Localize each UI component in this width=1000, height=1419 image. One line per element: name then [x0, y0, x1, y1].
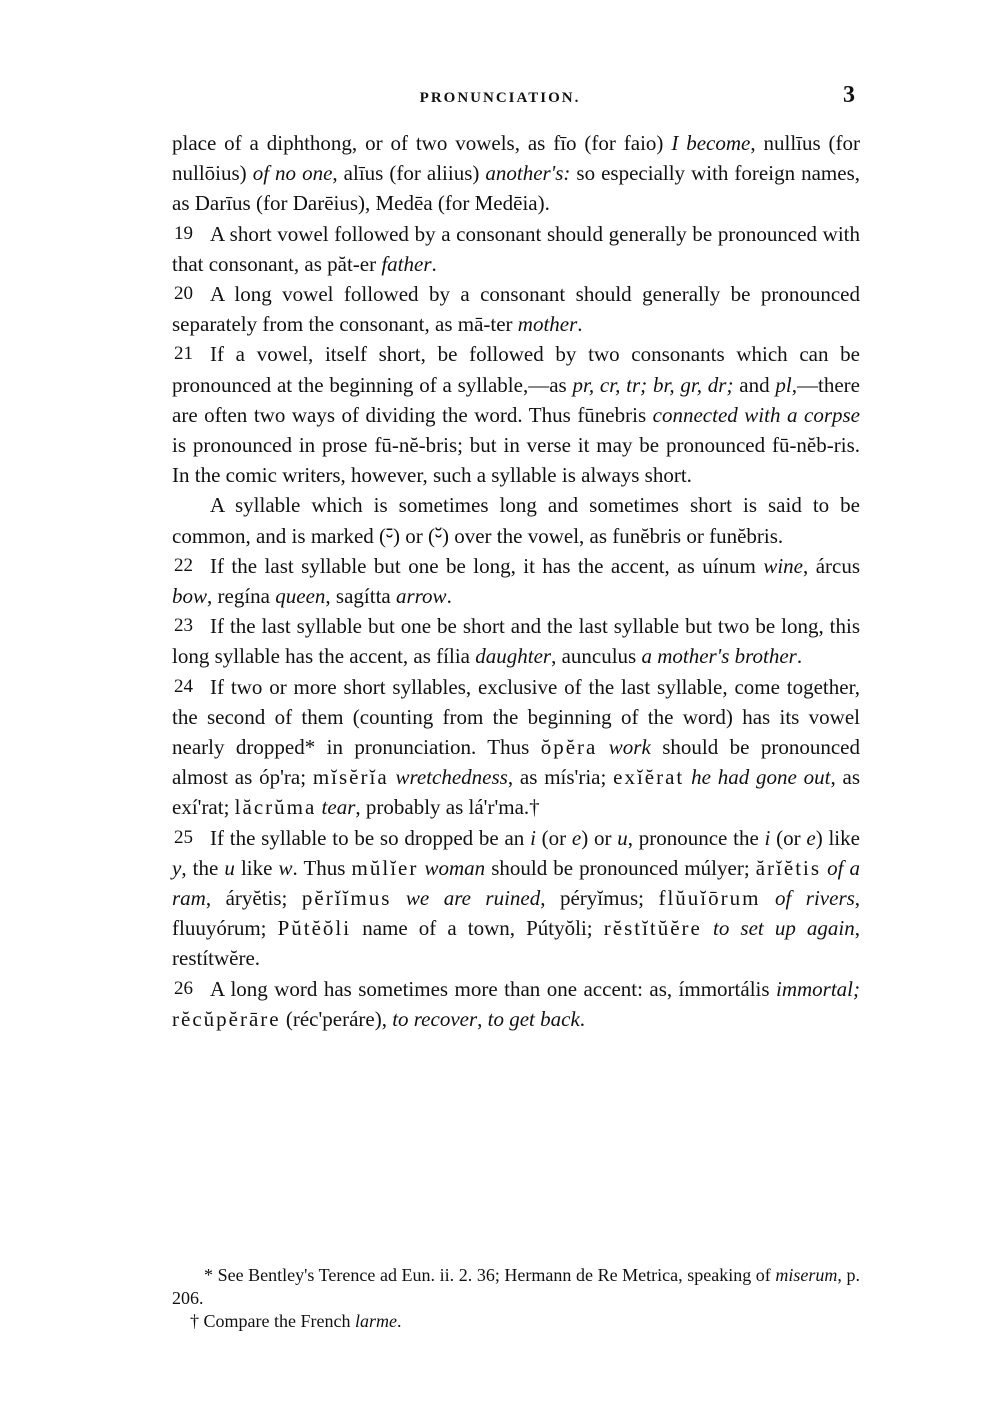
footnotes: [172, 1264, 860, 1333]
paragraph-25: 25 If the syllable to be so dropped be an i (or e) or u, pronounce the i (or e) like y, the u like w. Thus mŭlĭer woman should be pronounced múlyer; ărĭĕtis of a ram, áryĕtis; pĕrĭĭmus we are ruined, péryĭmus; flŭuĭōrum of rivers, fluuyórum; Pŭtĕŏli name of a town, Pútyŏli; rĕstĭtŭĕre to set up again, restítwĕre.: [172, 823, 860, 974]
main-text: [172, 128, 860, 1034]
footnote-star: * See Bentley's Terence ad Eun. ii. 2. 36; Hermann de Re Metrica, speaking of miserum, p. 206.: [172, 1265, 861, 1308]
paragraph-20: 20 A long vowel followed by a consonant should generally be pronounced separately from the consonant, as mā-ter mother.: [172, 279, 860, 339]
paragraph-number: 19: [174, 222, 193, 244]
paragraph-number: 20: [174, 283, 193, 305]
paragraph-common-syllable: A syllable which is sometimes long and sometimes short is said to be common, and is marked (⏑̄) or (⏑̆) over the vowel, as funĕbris or funĕbris.: [172, 493, 860, 548]
paragraph-23: 23 If the last syllable but one be short and the last syllable but two be long, this long syllable has the accent, as fília daughter, aunculus a mother's brother.: [172, 611, 860, 671]
paragraph-number: 24: [174, 675, 193, 697]
paragraph-number: 22: [174, 554, 193, 576]
paragraph-number: 26: [174, 977, 193, 999]
page-header: [0, 82, 1000, 112]
paragraph-number: 23: [174, 615, 193, 637]
running-title: PRONUNCIATION.: [419, 90, 581, 106]
paragraph-22: 22 If the last syllable but one be long, it has the accent, as uínum wine, árcus bow, regína queen, sagítta arrow.: [172, 551, 860, 611]
paragraph-number: 25: [174, 826, 193, 848]
paragraph-26: 26 A long word has sometimes more than one accent: as, ímmortális immortal; rĕcŭpĕrāre (réc'peráre), to recover, to get back.: [172, 974, 860, 1034]
paragraph-number: 21: [174, 343, 193, 365]
paragraph-19: 19 A short vowel followed by a consonant should generally be pronounced with that consonant, as păt-er father.: [172, 219, 860, 279]
paragraph-continuation: place of a diphthong, or of two vowels, as fīo (for faio) I become, nullīus (for nullōius) of no one, alīus (for aliius) another's: so especially with foreign names, as Darīus (for Darēius), Medēa (for Medēia).: [172, 131, 861, 216]
paragraph-21: 21 If a vowel, itself short, be followed by two consonants which can be pronounced at the beginning of a syllable,—as pr, cr, tr; br, gr, dr; and pl,—there are often two ways of dividing the word. Thus fūnebris connected with a corpse is pronounced in prose fū-nĕ-bris; but in verse it may be pronounced fū-nĕb-ris. In the comic writers, however, such a syllable is always short.: [172, 339, 860, 490]
paragraph-24: 24 If two or more short syllables, exclusive of the last syllable, come together, the second of them (counting from the beginning of the word) has its vowel nearly dropped* in pronunciation. Thus ŏpĕra work should be pronounced almost as óp'ra; mĭsĕrĭa wretchedness, as mís'ria; exĭĕrat he had gone out, as exí'rat; lăcrŭma tear, probably as lá'r'ma.†: [172, 672, 860, 823]
page-number: 3: [843, 82, 855, 108]
footnote-dagger: † Compare the French larme.: [190, 1311, 402, 1331]
